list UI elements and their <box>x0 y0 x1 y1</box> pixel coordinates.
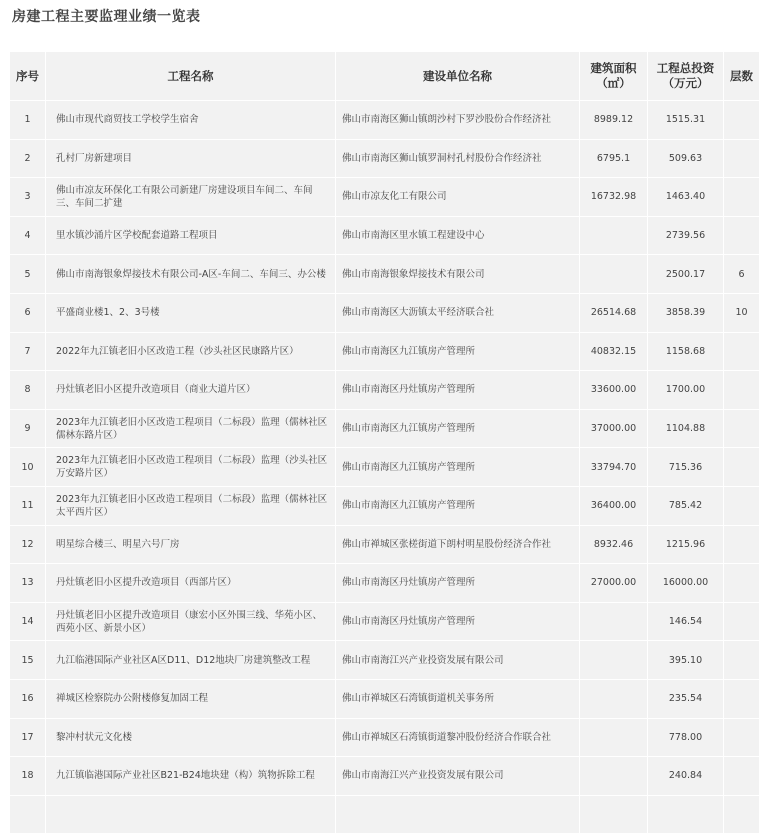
cell-seq: 12 <box>10 525 46 564</box>
cell-investment: 3858.39 <box>648 293 724 332</box>
cell-investment: 715.36 <box>648 448 724 487</box>
table-row <box>10 332 760 371</box>
cell-seq: 5 <box>10 255 46 294</box>
cell-floors <box>724 216 760 255</box>
cell-investment: 395.10 <box>648 641 724 680</box>
table-row <box>10 564 760 603</box>
table-row <box>10 101 760 140</box>
empty-cell <box>724 795 760 834</box>
cell-seq: 16 <box>10 679 46 718</box>
cell-floors <box>724 602 760 641</box>
cell-seq: 3 <box>10 178 46 217</box>
table-row <box>10 178 760 217</box>
cell-investment: 509.63 <box>648 139 724 178</box>
header-area: 建筑面积 （㎡） <box>580 52 648 101</box>
cell-area: 8989.12 <box>580 101 648 140</box>
cell-project: 佛山市现代商贸技工学校学生宿舍 <box>46 101 336 140</box>
cell-project: 丹灶镇老旧小区提升改造项目（商业大道片区） <box>46 371 336 410</box>
cell-investment: 1515.31 <box>648 101 724 140</box>
cell-floors <box>724 564 760 603</box>
cell-seq: 8 <box>10 371 46 410</box>
cell-area: 33794.70 <box>580 448 648 487</box>
cell-unit: 佛山市南海江兴产业投资发展有限公司 <box>336 757 580 796</box>
cell-project: 黎冲村状元文化楼 <box>46 718 336 757</box>
cell-area: 16732.98 <box>580 178 648 217</box>
cell-project: 孔村厂房新建项目 <box>46 139 336 178</box>
cell-area <box>580 757 648 796</box>
header-seq: 序号 <box>10 52 46 101</box>
cell-floors <box>724 679 760 718</box>
table-row <box>10 139 760 178</box>
table-row <box>10 718 760 757</box>
cell-unit: 佛山市南海银象焊接技术有限公司 <box>336 255 580 294</box>
cell-project: 2023年九江镇老旧小区改造工程项目（二标段）监理（沙头社区万安路片区） <box>46 448 336 487</box>
cell-project: 九江临港国际产业社区A区D11、D12地块厂房建筑整改工程 <box>46 641 336 680</box>
cell-investment: 785.42 <box>648 486 724 525</box>
cell-project: 平盛商业楼1、2、3号楼 <box>46 293 336 332</box>
cell-investment: 2500.17 <box>648 255 724 294</box>
cell-area: 6795.1 <box>580 139 648 178</box>
cell-area: 8932.46 <box>580 525 648 564</box>
cell-project: 2022年九江镇老旧小区改造工程（沙头社区民康路片区） <box>46 332 336 371</box>
cell-seq: 15 <box>10 641 46 680</box>
empty-cell <box>648 795 724 834</box>
table-row-empty <box>10 795 760 834</box>
table-row <box>10 641 760 680</box>
cell-area: 37000.00 <box>580 409 648 448</box>
performance-table <box>9 51 760 834</box>
cell-unit: 佛山市南海江兴产业投资发展有限公司 <box>336 641 580 680</box>
cell-unit: 佛山市禅城区张槎街道下朗村明星股份经济合作社 <box>336 525 580 564</box>
cell-unit: 佛山市禅城区石湾镇街道黎冲股份经济合作联合社 <box>336 718 580 757</box>
cell-project: 明星综合楼三、明星六号厂房 <box>46 525 336 564</box>
cell-area <box>580 216 648 255</box>
cell-area <box>580 602 648 641</box>
cell-unit: 佛山市南海区狮山镇朗沙村下罗沙股份合作经济社 <box>336 101 580 140</box>
cell-floors <box>724 641 760 680</box>
cell-floors <box>724 409 760 448</box>
cell-unit: 佛山市凉友化工有限公司 <box>336 178 580 217</box>
cell-seq: 11 <box>10 486 46 525</box>
cell-project: 佛山市南海银象焊接技术有限公司-A区-车间二、车间三、办公楼 <box>46 255 336 294</box>
cell-area: 26514.68 <box>580 293 648 332</box>
cell-project: 丹灶镇老旧小区提升改造项目（西部片区） <box>46 564 336 603</box>
table-row <box>10 486 760 525</box>
table-row <box>10 216 760 255</box>
cell-investment: 146.54 <box>648 602 724 641</box>
cell-unit: 佛山市南海区九江镇房产管理所 <box>336 409 580 448</box>
table-body <box>10 101 760 834</box>
table-header <box>10 52 760 101</box>
cell-investment: 240.84 <box>648 757 724 796</box>
cell-area <box>580 641 648 680</box>
header-project: 工程名称 <box>46 52 336 101</box>
cell-investment: 1463.40 <box>648 178 724 217</box>
cell-floors <box>724 371 760 410</box>
cell-investment: 1700.00 <box>648 371 724 410</box>
cell-project: 丹灶镇老旧小区提升改造项目（康宏小区外围三线、华苑小区、西苑小区、新景小区） <box>46 602 336 641</box>
table-row <box>10 525 760 564</box>
cell-unit: 佛山市南海区丹灶镇房产管理所 <box>336 371 580 410</box>
cell-area <box>580 679 648 718</box>
cell-seq: 7 <box>10 332 46 371</box>
table-row <box>10 448 760 487</box>
cell-floors <box>724 757 760 796</box>
cell-seq: 17 <box>10 718 46 757</box>
cell-floors: 10 <box>724 293 760 332</box>
cell-project: 里水镇沙涌片区学校配套道路工程项目 <box>46 216 336 255</box>
cell-investment: 1104.88 <box>648 409 724 448</box>
page-title: 房建工程主要监理业绩一览表 <box>12 9 201 25</box>
cell-floors <box>724 525 760 564</box>
cell-unit: 佛山市南海区里水镇工程建设中心 <box>336 216 580 255</box>
header-floors: 层数 <box>724 52 760 101</box>
cell-area: 40832.15 <box>580 332 648 371</box>
cell-floors <box>724 718 760 757</box>
cell-floors <box>724 101 760 140</box>
cell-floors: 6 <box>724 255 760 294</box>
table-row <box>10 255 760 294</box>
cell-seq: 18 <box>10 757 46 796</box>
cell-area: 33600.00 <box>580 371 648 410</box>
cell-unit: 佛山市南海区丹灶镇房产管理所 <box>336 602 580 641</box>
cell-seq: 9 <box>10 409 46 448</box>
cell-project: 2023年九江镇老旧小区改造工程项目（二标段）监理（儒林社区儒林东路片区） <box>46 409 336 448</box>
cell-unit: 佛山市南海区丹灶镇房产管理所 <box>336 564 580 603</box>
cell-floors <box>724 139 760 178</box>
cell-floors <box>724 448 760 487</box>
cell-project: 禅城区检察院办公附楼修复加固工程 <box>46 679 336 718</box>
empty-cell <box>580 795 648 834</box>
cell-seq: 6 <box>10 293 46 332</box>
cell-unit: 佛山市南海区九江镇房产管理所 <box>336 448 580 487</box>
cell-seq: 2 <box>10 139 46 178</box>
cell-investment: 2739.56 <box>648 216 724 255</box>
cell-floors <box>724 486 760 525</box>
cell-investment: 1158.68 <box>648 332 724 371</box>
cell-seq: 1 <box>10 101 46 140</box>
empty-cell <box>10 795 46 834</box>
cell-seq: 10 <box>10 448 46 487</box>
cell-unit: 佛山市南海区九江镇房产管理所 <box>336 332 580 371</box>
cell-seq: 13 <box>10 564 46 603</box>
cell-area <box>580 718 648 757</box>
cell-area: 27000.00 <box>580 564 648 603</box>
table-row <box>10 293 760 332</box>
cell-investment: 235.54 <box>648 679 724 718</box>
cell-seq: 14 <box>10 602 46 641</box>
cell-floors <box>724 178 760 217</box>
table-row <box>10 602 760 641</box>
cell-unit: 佛山市南海区狮山镇罗洞村孔村股份合作经济社 <box>336 139 580 178</box>
header-investment: 工程总投资 （万元） <box>648 52 724 101</box>
cell-project: 九江镇临港国际产业社区B21-B24地块建（构）筑物拆除工程 <box>46 757 336 796</box>
cell-investment: 16000.00 <box>648 564 724 603</box>
table-row <box>10 371 760 410</box>
cell-investment: 1215.96 <box>648 525 724 564</box>
performance-table-container <box>9 51 759 834</box>
empty-cell <box>46 795 336 834</box>
table-row <box>10 679 760 718</box>
empty-cell <box>336 795 580 834</box>
cell-area <box>580 255 648 294</box>
cell-unit: 佛山市南海区大沥镇太平经济联合社 <box>336 293 580 332</box>
table-row <box>10 757 760 796</box>
cell-floors <box>724 332 760 371</box>
cell-seq: 4 <box>10 216 46 255</box>
cell-project: 2023年九江镇老旧小区改造工程项目（二标段）监理（儒林社区太平西片区） <box>46 486 336 525</box>
table-row <box>10 409 760 448</box>
cell-investment: 778.00 <box>648 718 724 757</box>
cell-unit: 佛山市南海区九江镇房产管理所 <box>336 486 580 525</box>
cell-project: 佛山市凉友环保化工有限公司新建厂房建设项目车间二、车间三、车间二扩建 <box>46 178 336 217</box>
cell-unit: 佛山市禅城区石湾镇街道机关事务所 <box>336 679 580 718</box>
cell-area: 36400.00 <box>580 486 648 525</box>
header-unit: 建设单位名称 <box>336 52 580 101</box>
